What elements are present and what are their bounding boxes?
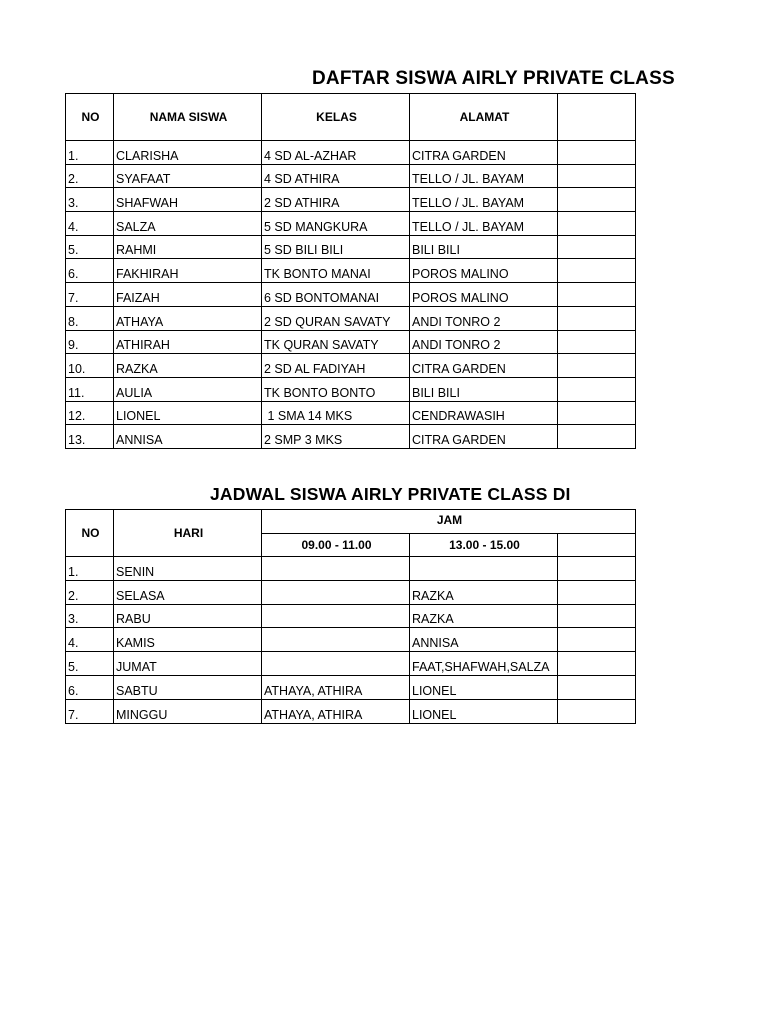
cell-extra (558, 425, 636, 449)
table-row (66, 557, 636, 581)
header-slot-1: 09.00 - 11.00 (262, 533, 410, 557)
schedule-title: JADWAL SISWA AIRLY PRIVATE CLASS DI (210, 484, 571, 504)
cell-day: RABU (114, 604, 262, 628)
cell-class: 6 SD BONTOMANAI (262, 283, 410, 307)
cell-slot-1 (262, 628, 410, 652)
table-row (66, 580, 636, 604)
cell-address: POROS MALINO (410, 283, 558, 307)
cell-extra (558, 259, 636, 283)
table-row (66, 235, 636, 259)
header-address: ALAMAT (410, 94, 558, 141)
cell-name: LIONEL (114, 401, 262, 425)
cell-slot-2: ANNISA (410, 628, 558, 652)
cell-no: 4. (66, 628, 114, 652)
cell-slot-2: LIONEL (410, 699, 558, 723)
cell-address: CITRA GARDEN (410, 425, 558, 449)
schedule-table (65, 509, 636, 724)
cell-no: 10. (66, 354, 114, 378)
cell-class: 5 SD MANGKURA (262, 212, 410, 236)
cell-no: 3. (66, 604, 114, 628)
cell-slot-1 (262, 604, 410, 628)
table-row (66, 675, 636, 699)
cell-name: ATHAYA (114, 306, 262, 330)
cell-address: TELLO / JL. BAYAM (410, 164, 558, 188)
table-row (66, 354, 636, 378)
schedule-header-row-1 (66, 510, 636, 534)
cell-no: 1. (66, 141, 114, 165)
cell-no: 11. (66, 377, 114, 401)
cell-no: 2. (66, 580, 114, 604)
cell-no: 3. (66, 188, 114, 212)
cell-extra (558, 377, 636, 401)
cell-name: AULIA (114, 377, 262, 401)
cell-extra (558, 557, 636, 581)
table-row (66, 141, 636, 165)
cell-no: 4. (66, 212, 114, 236)
cell-slot-2: LIONEL (410, 675, 558, 699)
cell-slot-2: RAZKA (410, 580, 558, 604)
cell-address: CENDRAWASIH (410, 401, 558, 425)
cell-extra (558, 235, 636, 259)
cell-day: SABTU (114, 675, 262, 699)
cell-name: SYAFAAT (114, 164, 262, 188)
cell-day: JUMAT (114, 652, 262, 676)
cell-no: 7. (66, 283, 114, 307)
cell-slot-1: ATHAYA, ATHIRA (262, 675, 410, 699)
cell-no: 1. (66, 557, 114, 581)
cell-address: CITRA GARDEN (410, 354, 558, 378)
cell-no: 8. (66, 306, 114, 330)
table-row (66, 330, 636, 354)
table-row (66, 306, 636, 330)
cell-extra (558, 306, 636, 330)
cell-class: TK BONTO MANAI (262, 259, 410, 283)
cell-slot-1 (262, 557, 410, 581)
cell-class: 5 SD BILI BILI (262, 235, 410, 259)
cell-extra (558, 604, 636, 628)
cell-extra (558, 401, 636, 425)
cell-extra (558, 580, 636, 604)
cell-day: KAMIS (114, 628, 262, 652)
header-name: NAMA SISWA (114, 94, 262, 141)
cell-slot-1: ATHAYA, ATHIRA (262, 699, 410, 723)
cell-address: POROS MALINO (410, 259, 558, 283)
cell-name: ANNISA (114, 425, 262, 449)
cell-name: RAHMI (114, 235, 262, 259)
cell-no: 13. (66, 425, 114, 449)
cell-extra (558, 354, 636, 378)
table-row (66, 283, 636, 307)
cell-address: TELLO / JL. BAYAM (410, 212, 558, 236)
cell-address: ANDI TONRO 2 (410, 330, 558, 354)
cell-name: FAKHIRAH (114, 259, 262, 283)
cell-extra (558, 699, 636, 723)
header-time-group: JAM (262, 510, 636, 534)
cell-extra (558, 212, 636, 236)
cell-day: MINGGU (114, 699, 262, 723)
student-list-title: DAFTAR SISWA AIRLY PRIVATE CLASS (312, 68, 675, 89)
cell-address: ANDI TONRO 2 (410, 306, 558, 330)
table-row (66, 604, 636, 628)
cell-class: 2 SD ATHIRA (262, 188, 410, 212)
cell-day: SENIN (114, 557, 262, 581)
cell-class: 2 SD QURAN SAVATY (262, 306, 410, 330)
cell-address: BILI BILI (410, 377, 558, 401)
cell-extra (558, 330, 636, 354)
cell-extra (558, 628, 636, 652)
table-row (66, 188, 636, 212)
cell-no: 7. (66, 699, 114, 723)
table-row (66, 212, 636, 236)
cell-slot-1 (262, 652, 410, 676)
cell-extra (558, 188, 636, 212)
cell-extra (558, 141, 636, 165)
cell-class: 2 SD AL FADIYAH (262, 354, 410, 378)
header-no: NO (66, 94, 114, 141)
cell-address: BILI BILI (410, 235, 558, 259)
cell-address: TELLO / JL. BAYAM (410, 188, 558, 212)
cell-class: 4 SD ATHIRA (262, 164, 410, 188)
cell-extra (558, 652, 636, 676)
cell-class: TK QURAN SAVATY (262, 330, 410, 354)
cell-no: 6. (66, 259, 114, 283)
cell-slot-1 (262, 580, 410, 604)
cell-class: TK BONTO BONTO (262, 377, 410, 401)
cell-no: 6. (66, 675, 114, 699)
cell-slot-2: RAZKA (410, 604, 558, 628)
table-row (66, 164, 636, 188)
header-slot-2: 13.00 - 15.00 (410, 533, 558, 557)
header-slot-extra (558, 533, 636, 557)
table-row (66, 425, 636, 449)
table-row (66, 699, 636, 723)
header-day: HARI (114, 510, 262, 557)
cell-extra (558, 283, 636, 307)
header-class: KELAS (262, 94, 410, 141)
cell-extra (558, 675, 636, 699)
cell-name: SHAFWAH (114, 188, 262, 212)
cell-no: 9. (66, 330, 114, 354)
cell-slot-2: FAAT,SHAFWAH,SALZA (410, 652, 558, 676)
cell-day: SELASA (114, 580, 262, 604)
cell-no: 2. (66, 164, 114, 188)
header-no: NO (66, 510, 114, 557)
cell-name: SALZA (114, 212, 262, 236)
table-row (66, 259, 636, 283)
cell-address: CITRA GARDEN (410, 141, 558, 165)
table-row (66, 377, 636, 401)
cell-no: 5. (66, 652, 114, 676)
cell-no: 12. (66, 401, 114, 425)
cell-name: ATHIRAH (114, 330, 262, 354)
cell-name: CLARISHA (114, 141, 262, 165)
cell-class: 2 SMP 3 MKS (262, 425, 410, 449)
student-list-table (65, 93, 636, 449)
cell-extra (558, 164, 636, 188)
table-row (66, 628, 636, 652)
cell-class: 1 SMA 14 MKS (262, 401, 410, 425)
cell-name: RAZKA (114, 354, 262, 378)
table-row (66, 652, 636, 676)
cell-no: 5. (66, 235, 114, 259)
student-list-header-row (66, 94, 636, 141)
cell-name: FAIZAH (114, 283, 262, 307)
cell-slot-2 (410, 557, 558, 581)
cell-class: 4 SD AL-AZHAR (262, 141, 410, 165)
header-extra (558, 94, 636, 141)
table-row (66, 401, 636, 425)
